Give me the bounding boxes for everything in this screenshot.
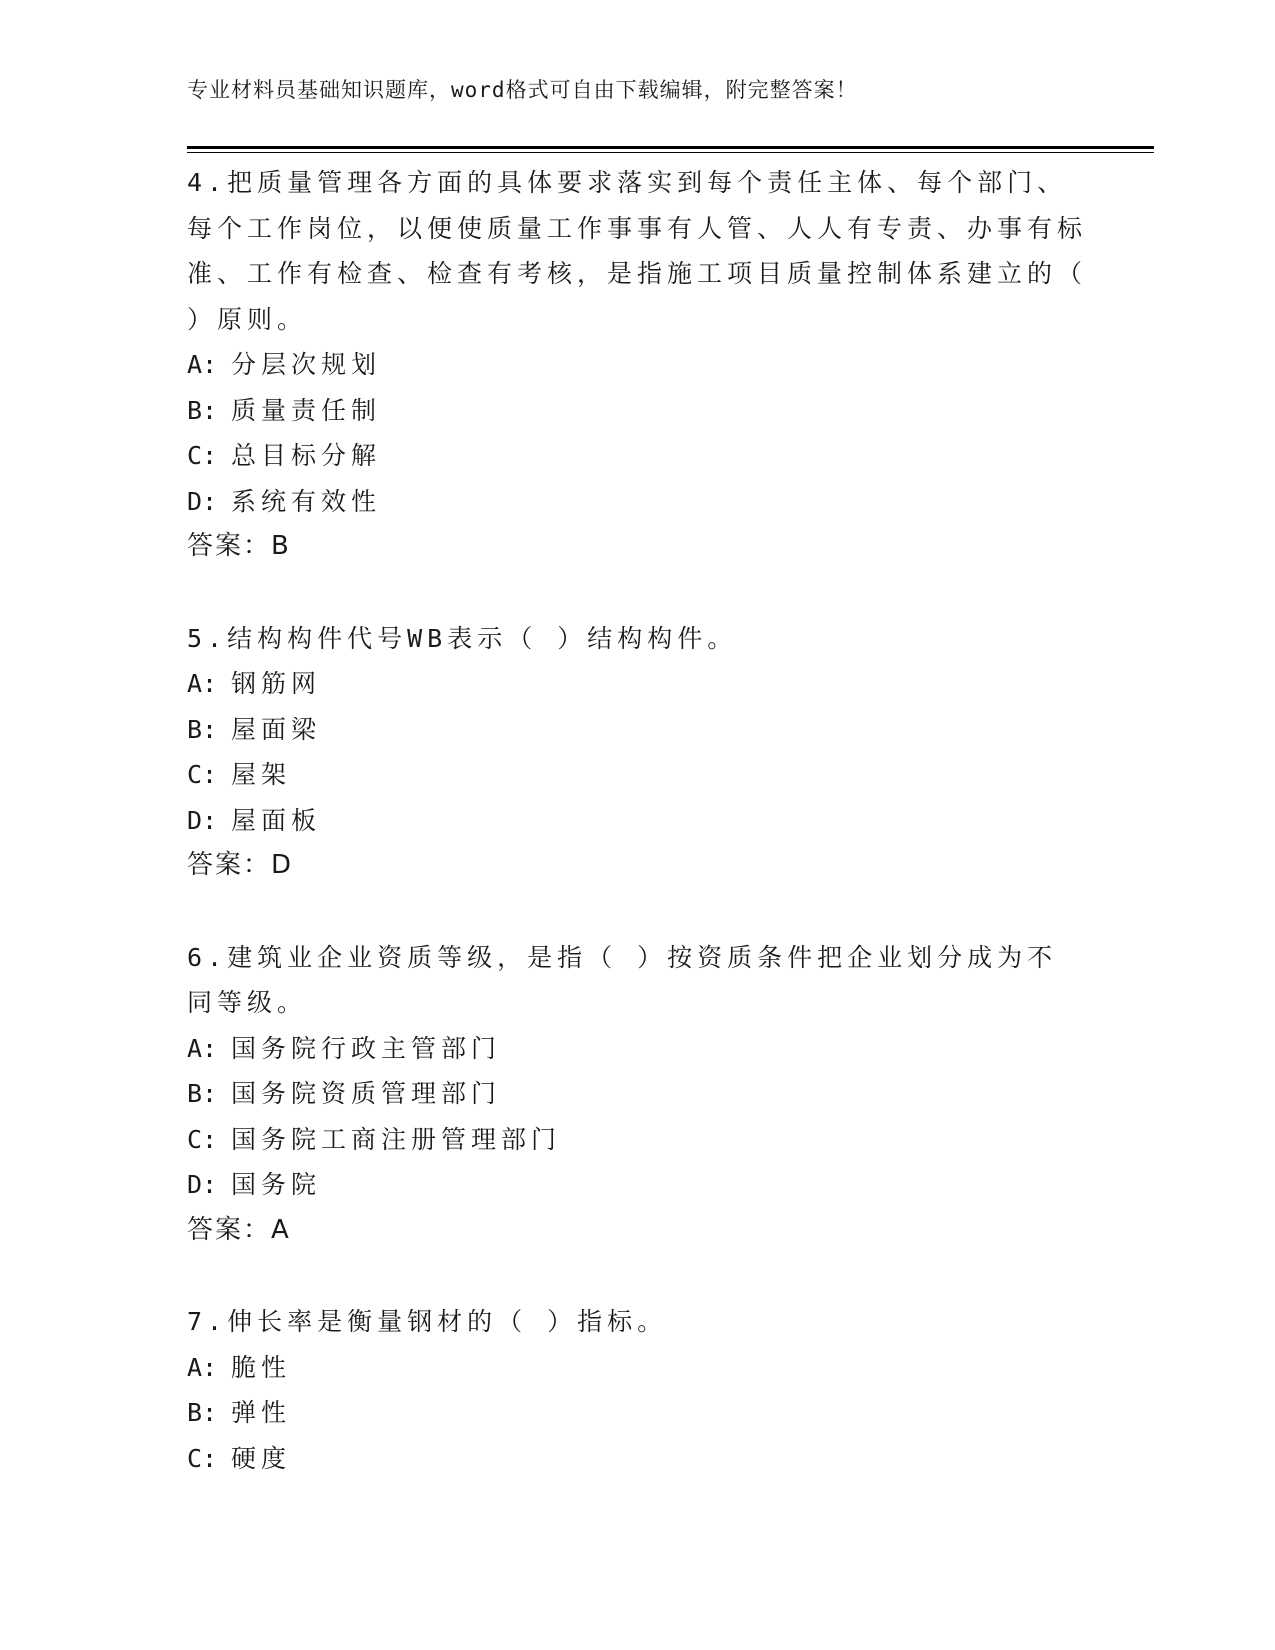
question-list — [187, 160, 1087, 1527]
question-text: 5.结构构件代号WB表示（ ）结构构件。 — [187, 623, 738, 653]
option-text: 屋架 — [231, 760, 292, 789]
option-text: 分层次规划 — [231, 350, 382, 379]
option-text: 国务院 — [231, 1170, 322, 1199]
answer: 答案：D — [187, 850, 294, 880]
option-text: 质量责任制 — [231, 395, 382, 425]
option-c — [187, 1436, 1087, 1482]
option-letter: B: — [187, 395, 218, 425]
option-letter: A: — [187, 1033, 218, 1063]
header-rule-thick — [187, 146, 1154, 149]
option-letter: D: — [187, 805, 218, 835]
option-text: 钢筋网 — [231, 669, 322, 698]
question-text: 6.建筑业企业资质等级，是指（ ）按资质条件把企业划分成为不同等级。 — [187, 942, 1058, 1017]
option-text: 国务院行政主管部门 — [231, 1033, 502, 1063]
document-header: 专业材料员基础知识题库，word格式可自由下载编辑，附完整答案！ — [187, 78, 858, 102]
option-d — [187, 1162, 1087, 1208]
option-letter: D: — [187, 1170, 218, 1199]
option-letter: A: — [187, 350, 218, 379]
option-text: 弹性 — [231, 1398, 292, 1427]
option-letter: C: — [187, 441, 218, 470]
option-a — [187, 661, 1087, 707]
option-letter: D: — [187, 486, 218, 516]
option-text: 屋面板 — [231, 805, 322, 835]
option-a — [187, 342, 1087, 388]
option-d — [187, 798, 1087, 844]
question-text: 7.伸长率是衡量钢材的（ ）指标。 — [187, 1307, 668, 1336]
question-text: 4.把质量管理各方面的具体要求落实到每个责任主体、每个部门、每个工作岗位，以便使质量工作事事有人管、人人有专责、办事有标准、工作有检查、检查有考核，是指施工项目质量控制体系建立的（ ）原则。 — [187, 168, 1088, 334]
question-6 — [187, 935, 1087, 1254]
option-c — [187, 752, 1087, 798]
option-letter: C: — [187, 760, 218, 789]
option-c — [187, 433, 1087, 479]
question-7 — [187, 1299, 1087, 1481]
answer: 答案：A — [187, 1214, 291, 1245]
option-b — [187, 1071, 1087, 1117]
answer: 答案：B — [187, 531, 291, 561]
question-5 — [187, 616, 1087, 889]
option-text: 硬度 — [231, 1443, 292, 1473]
option-b — [187, 707, 1087, 753]
question-4 — [187, 160, 1087, 570]
option-letter: B: — [187, 1079, 218, 1108]
option-letter: B: — [187, 714, 218, 744]
option-text: 国务院资质管理部门 — [231, 1079, 502, 1108]
option-text: 脆性 — [231, 1352, 292, 1382]
option-letter: C: — [187, 1443, 218, 1473]
option-letter: A: — [187, 1352, 218, 1382]
option-a — [187, 1026, 1087, 1072]
header-rule-thin — [187, 152, 1154, 153]
option-d — [187, 479, 1087, 525]
option-letter: A: — [187, 669, 218, 698]
option-letter: B: — [187, 1398, 218, 1427]
option-text: 系统有效性 — [231, 486, 382, 516]
option-b — [187, 388, 1087, 434]
option-c — [187, 1117, 1087, 1163]
option-a — [187, 1345, 1087, 1391]
option-text: 屋面梁 — [231, 714, 322, 744]
option-b — [187, 1390, 1087, 1436]
option-text: 国务院工商注册管理部门 — [231, 1124, 562, 1154]
option-letter: C: — [187, 1124, 218, 1154]
option-text: 总目标分解 — [231, 441, 382, 470]
